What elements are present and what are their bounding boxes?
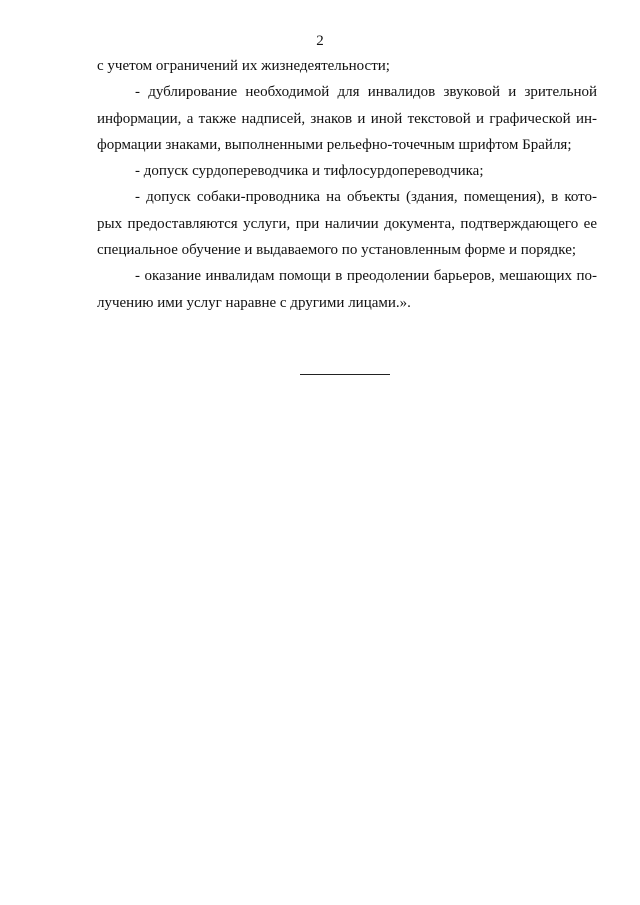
text-line: рых предоставляются услуги, при наличии документа, подтверждающего ее <box>97 215 597 232</box>
page-number: 2 <box>316 33 324 49</box>
end-separator-line <box>300 374 390 375</box>
text-line: с учетом ограничений их жизнедеятельности; <box>97 58 390 74</box>
text-line: - оказание инвалидам помощи в преодолении барьеров, мешающих по- <box>135 268 597 285</box>
text-line: формации знаками, выполненными рельефно-точечным шрифтом Брайля; <box>97 136 572 153</box>
text-line: лучению ими услуг наравне с другими лицами.». <box>97 294 411 311</box>
text-line: информации, а также надписей, знаков и иной текстовой и графической ин- <box>97 110 597 127</box>
text-line: специальное обучение и выдаваемого по установленным форме и порядке; <box>97 242 577 259</box>
document-body <box>97 53 597 316</box>
text-line: - допуск сурдопереводчика и тифлосурдопереводчика; <box>135 163 484 180</box>
text-line: - дублирование необходимой для инвалидов звуковой и зрительной <box>135 84 597 101</box>
text-line: - допуск собаки-проводника на объекты (здания, помещения), в кото- <box>135 189 597 206</box>
